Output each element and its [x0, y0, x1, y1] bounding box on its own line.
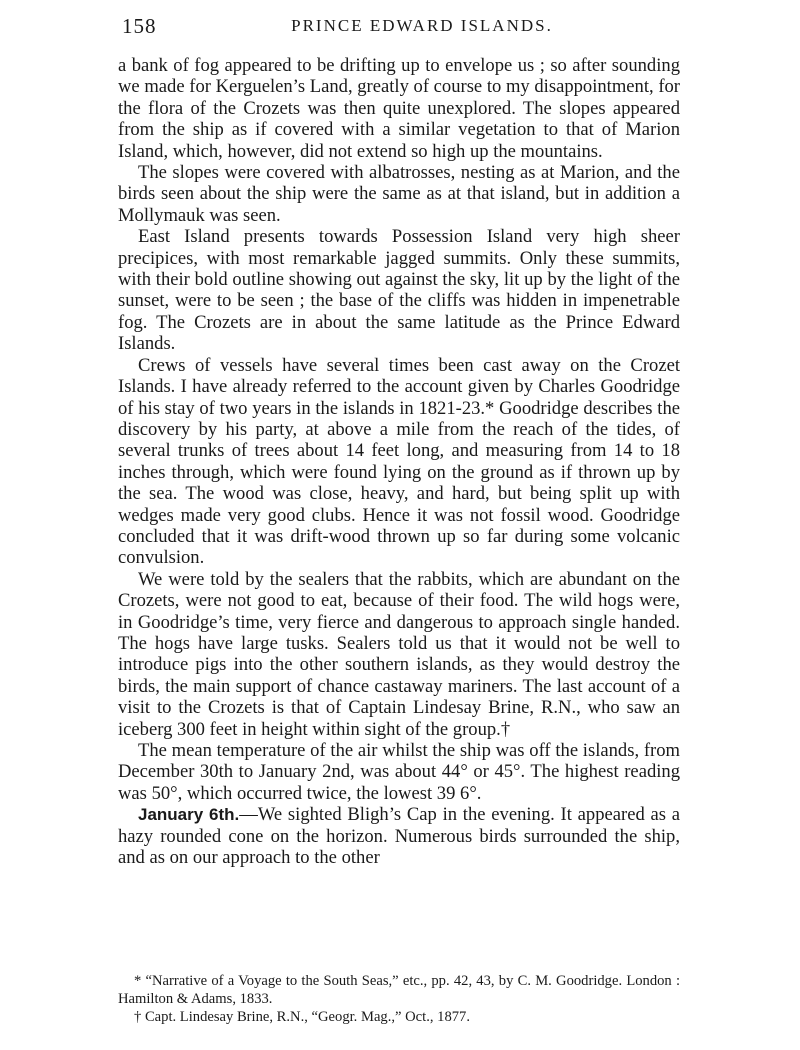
footnote: † Capt. Lindesay Brine, R.N., “Geogr. Mag.,” Oct., 1877.	[134, 1009, 470, 1025]
paragraph: Crews of vessels have several times been cast away on the Crozet Islands. I have already referred to the account given by Charles Goodridge of his stay of two years in the islands in 1821-23.* Goodridge describes the discovery by his party, at above a mile from the reach of the tides, of several trunks of trees about 14 feet long, and measuring from 14 to 18 inches through, which were found lying on the ground as if thrown up by the sea. The wood was close, heavy, and hard, but being split up with wedges made very good clubs. Hence it was not fossil wood. Goodridge concluded that it was drift-wood thrown up so far during some volcanic convulsion.	[118, 354, 680, 569]
body-text	[118, 55, 680, 868]
page-number: 158	[122, 14, 157, 38]
footnotes	[118, 972, 680, 1026]
paragraph: We were told by the sealers that the rabbits, which are abundant on the Crozets, were not good to eat, because of their food. The wild hogs were, in Goodridge’s time, very fierce and dangerous to approach single handed. The hogs have large tusks. Sealers told us that it would not be well to introduce pigs into the other southern islands, as they would destroy the birds, the main support of chance castaway mariners. The last account of a visit to the Crozets is that of Captain Lindesay Brine, R.N., who saw an iceberg 300 feet in height within sight of the group.†	[118, 568, 680, 740]
paragraph: The mean temperature of the air whilst the ship was off the islands, from December 30th to January 2nd, was about 44° or 45°. The highest reading was 50°, which occurred twice, the lowest 39 6°.	[118, 740, 680, 804]
paragraph: The slopes were covered with albatrosses, nesting as at Marion, and the birds seen about the ship were the same as at that island, but in addition a Mollymauk was seen.	[118, 162, 680, 226]
running-title: PRINCE EDWARD ISLANDS.	[291, 16, 553, 35]
paragraph: East Island presents towards Possession Island very high sheer precipices, with most remarkable jagged summits. Only these summits, with their bold outline showing out against the sky, lit up by the light of the sunset, were to be seen ; the base of the cliffs was hidden in impenetrable fog. The Crozets are in about the same latitude as the Prince Edward Islands.	[118, 226, 680, 355]
paragraph: a bank of fog appeared to be drifting up to envelope us ; so after sounding we made for Kerguelen’s Land, greatly of course to my disappointment, for the flora of the Crozets was then quite unexplored. The slopes appeared from the ship as if covered with a similar vegetation to that of Marion Island, which, however, did not extend so high up the mountains.	[118, 55, 680, 162]
page-header	[122, 14, 682, 44]
entry-text: —We sighted Bligh’s Cap in the evening. It appeared as a hazy rounded cone on the horizon. Numerous birds surrounded the ship, and as on our approach to the other	[118, 804, 680, 869]
dated-entry	[118, 804, 680, 868]
entry-date: January 6th.	[138, 805, 240, 825]
footnote: * “Narrative of a Voyage to the South Seas,” etc., pp. 42, 43, by C. M. Goodridge. London : Hamilton & Adams, 1833.	[118, 973, 680, 1007]
